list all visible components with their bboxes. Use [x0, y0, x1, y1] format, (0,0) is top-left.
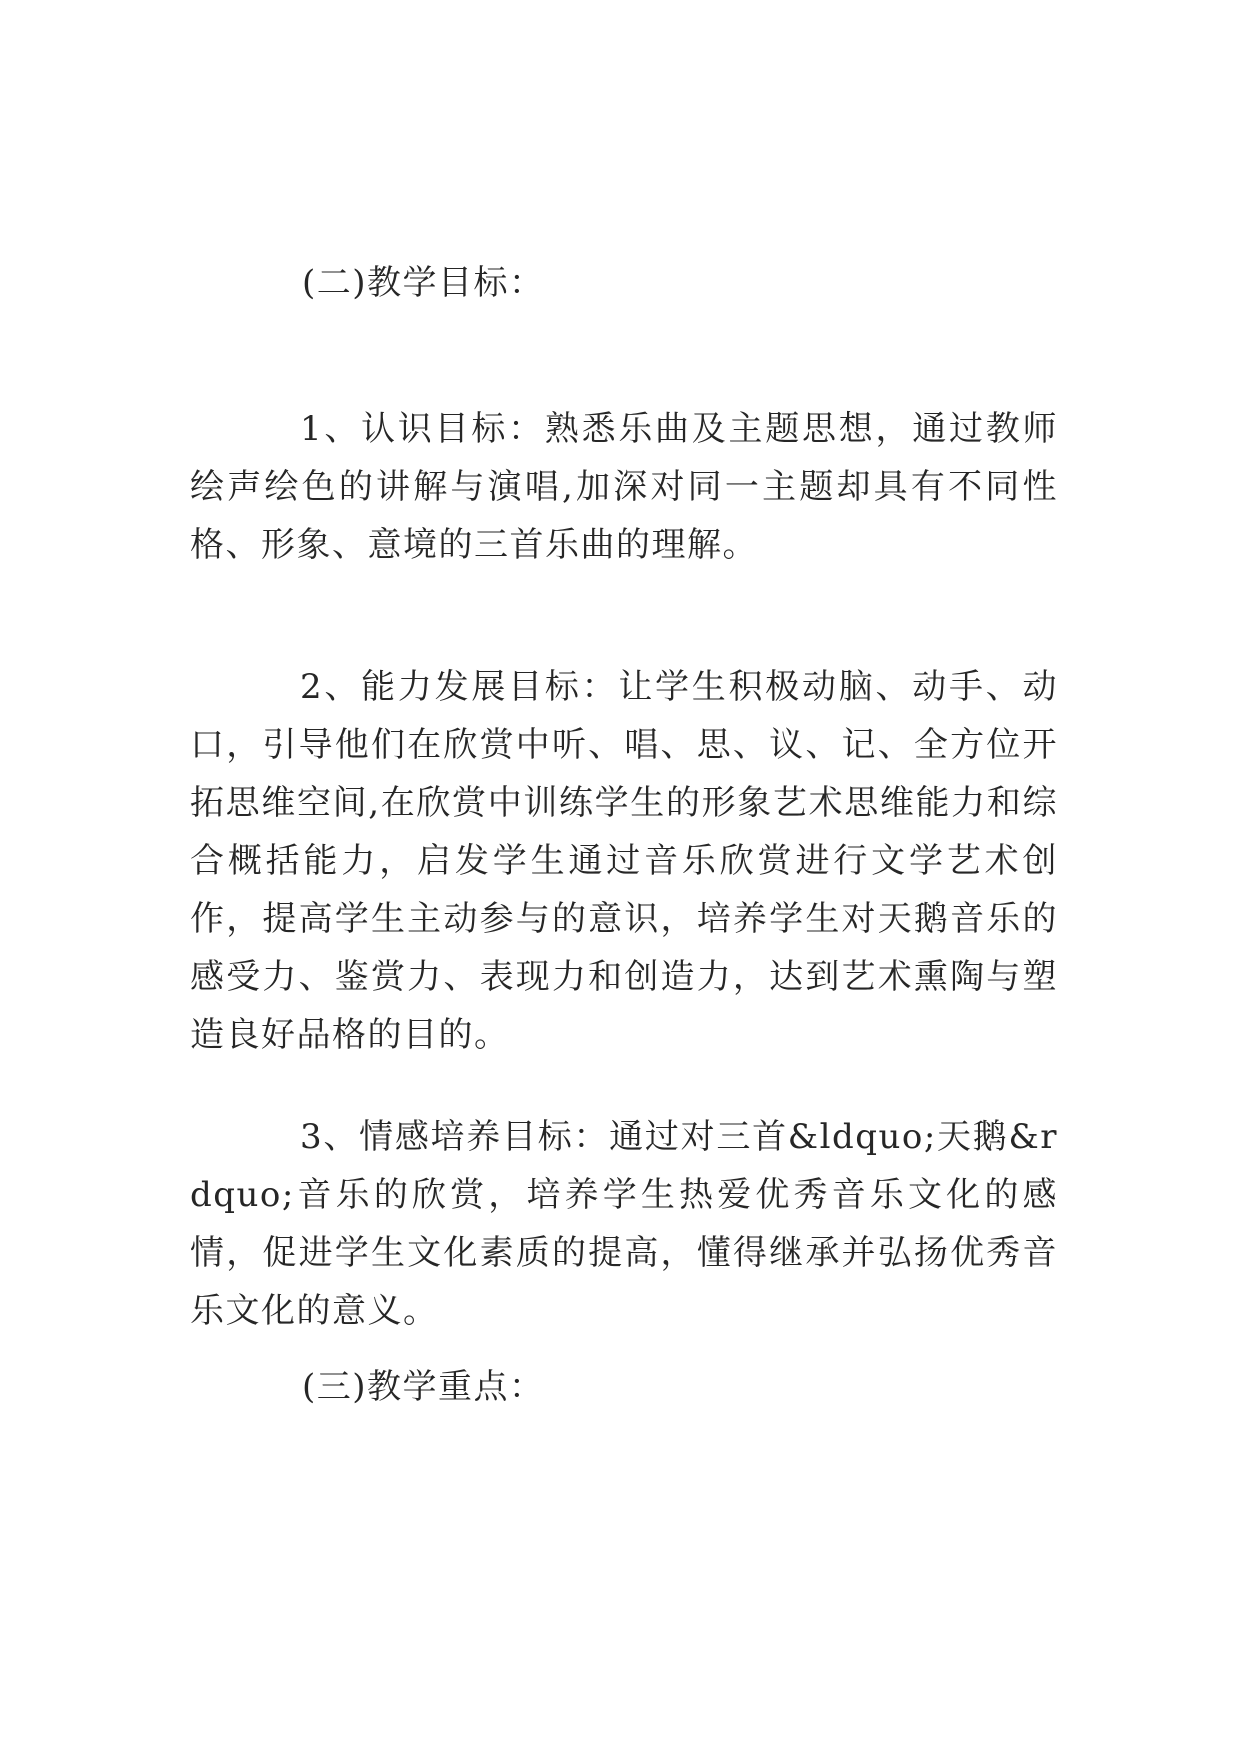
section-two-heading: (二)教学目标： — [302, 263, 545, 303]
section-three-heading: (三)教学重点： — [302, 1367, 545, 1407]
goal-emotion-paragraph: 3、情感培养目标：通过对三首&ldquo;天鹅&rdquo;音乐的欣赏，培养学生热爱优秀音乐文化的感情，促进学生文化素质的提高，懂得继承并弘扬优秀音乐文化的意义。 — [190, 1117, 1058, 1331]
goal-cognitive-paragraph: 1、认识目标：熟悉乐曲及主题思想，通过教师绘声绘色的讲解与演唱,加深对同一主题却具有不同性格、形象、意境的三首乐曲的理解。 — [190, 409, 1058, 565]
goal-ability-paragraph: 2、能力发展目标：让学生积极动脑、动手、动口，引导他们在欣赏中听、唱、思、议、记、全方位开拓思维空间,在欣赏中训练学生的形象艺术思维能力和综合概括能力，启发学生通过音乐欣赏进行文学艺术创作，提高学生主动参与的意识，培养学生对天鹅音乐的感受力、鉴赏力、表现力和创造力，达到艺术熏陶与塑造良好品格的目的。 — [190, 667, 1058, 1055]
